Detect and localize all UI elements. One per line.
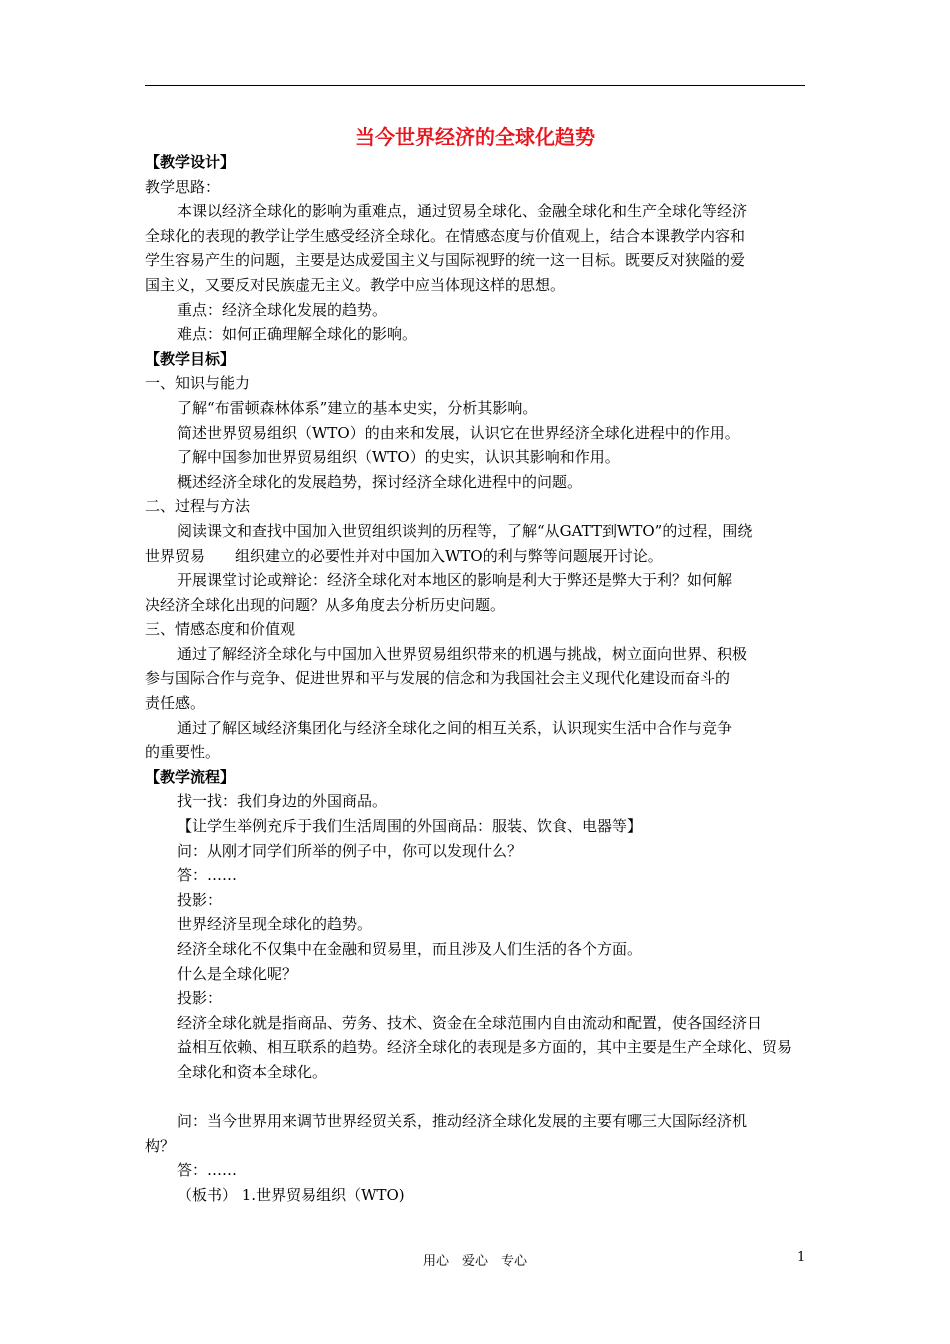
text-line: 世界经济呈现全球化的趋势。 — [177, 915, 373, 934]
text-line: 问：当今世界用来调节世界经贸关系，推动经济全球化发展的主要有哪三大国际经济机 — [177, 1112, 748, 1131]
footer-motto: 用心 爱心 专心 — [422, 1254, 527, 1269]
text-line: 重点：经济全球化发展的趋势。 — [177, 300, 388, 319]
text-line: 什么是全球化呢？ — [177, 964, 298, 983]
section-heading: 【教学目标】 — [145, 349, 236, 368]
text-line: 构？ — [145, 1136, 176, 1155]
header-rule — [145, 85, 805, 86]
text-line: 通过了解经济全球化与中国加入世界贸易组织带来的机遇与挑战，树立面向世界、积极 — [177, 644, 748, 663]
text-line: 开展课堂讨论或辩论：经济全球化对本地区的影响是利大于弊还是弊大于利？如何解 — [177, 571, 733, 590]
document-body — [145, 150, 809, 1208]
text-line: 全球化和资本全球化。 — [177, 1062, 328, 1081]
text-line: 投影： — [177, 890, 223, 909]
text-line: 一、知识与能力 — [145, 374, 251, 393]
text-line: 【让学生举例充斥于我们生活周围的外国商品：服装、饮食、电器等】 — [177, 817, 643, 836]
text-line: 投影： — [177, 989, 223, 1008]
text-line: 经济全球化就是指商品、劳务、技术、资金在全球范围内自由流动和配置，使各国经济日 — [177, 1013, 763, 1032]
text-line: 本课以经济全球化的影响为重难点，通过贸易全球化、金融全球化和生产全球化等经济 — [177, 202, 748, 221]
text-line: 国主义，又要反对民族虚无主义。教学中应当体现这样的思想。 — [145, 275, 566, 294]
document-title: 当今世界经济的全球化趋势 — [355, 125, 595, 149]
text-line: 世界贸易 组织建立的必要性并对中国加入WTO的利与弊等问题展开讨论。 — [145, 546, 663, 565]
text-line: 通过了解区域经济集团化与经济全球化之间的相互关系，认识现实生活中合作与竞争 — [177, 718, 733, 737]
section-heading: 【教学流程】 — [145, 767, 236, 786]
text-line: 参与国际合作与竞争、促进世界和平与发展的信念和为我国社会主义现代化建设而奋斗的 — [145, 669, 731, 688]
text-line: 经济全球化不仅集中在金融和贸易里，而且涉及人们生活的各个方面。 — [177, 940, 643, 958]
page-number: 1 — [797, 1250, 806, 1265]
text-line: 了解中国参加世界贸易组织（WTO）的史实，认识其影响和作用。 — [177, 448, 620, 467]
text-line: 全球化的表现的教学让学生感受经济全球化。在情感态度与价值观上，结合本课教学内容和 — [145, 226, 746, 245]
text-line: 三、情感态度和价值观 — [145, 620, 296, 639]
text-line: 答：…… — [177, 1161, 238, 1180]
text-line: 的重要性。 — [145, 743, 221, 762]
text-line: 概述经济全球化的发展趋势，探讨经济全球化进程中的问题。 — [177, 472, 583, 491]
text-line: 问：从刚才同学们所举的例子中，你可以发现什么？ — [177, 841, 523, 860]
text-line: 决经济全球化出现的问题？从多角度去分析历史问题。 — [145, 595, 506, 614]
text-line: 责任感。 — [145, 694, 206, 713]
blank-line — [145, 1085, 809, 1110]
text-line: 答：…… — [177, 866, 238, 885]
text-line: 难点：如何正确理解全球化的影响。 — [177, 325, 418, 344]
text-line: 学生容易产生的问题，主要是达成爱国主义与国际视野的统一这一目标。既要反对狭隘的爱 — [145, 251, 746, 270]
text-line: 二、过程与方法 — [145, 497, 251, 516]
text-line: 找一找：我们身边的外国商品。 — [177, 792, 388, 811]
text-line: 简述世界贸易组织（WTO）的由来和发展，认识它在世界经济全球化进程中的作用。 — [177, 423, 740, 442]
text-line: （板书） 1.世界贸易组织（WTO) — [177, 1185, 405, 1204]
text-line: 了解“布雷顿森林体系”建立的基本史实，分析其影响。 — [177, 398, 538, 417]
text-line: 教学思路： — [145, 177, 221, 196]
text-line: 益相互依赖、相互联系的趋势。经济全球化的表现是多方面的，其中主要是生产全球化、贸易 — [177, 1038, 793, 1057]
text-line: 阅读课文和查找中国加入世贸组织谈判的历程等，了解“从GATT到WTO”的过程，围绕 — [177, 521, 753, 540]
section-heading: 【教学设计】 — [145, 153, 236, 171]
